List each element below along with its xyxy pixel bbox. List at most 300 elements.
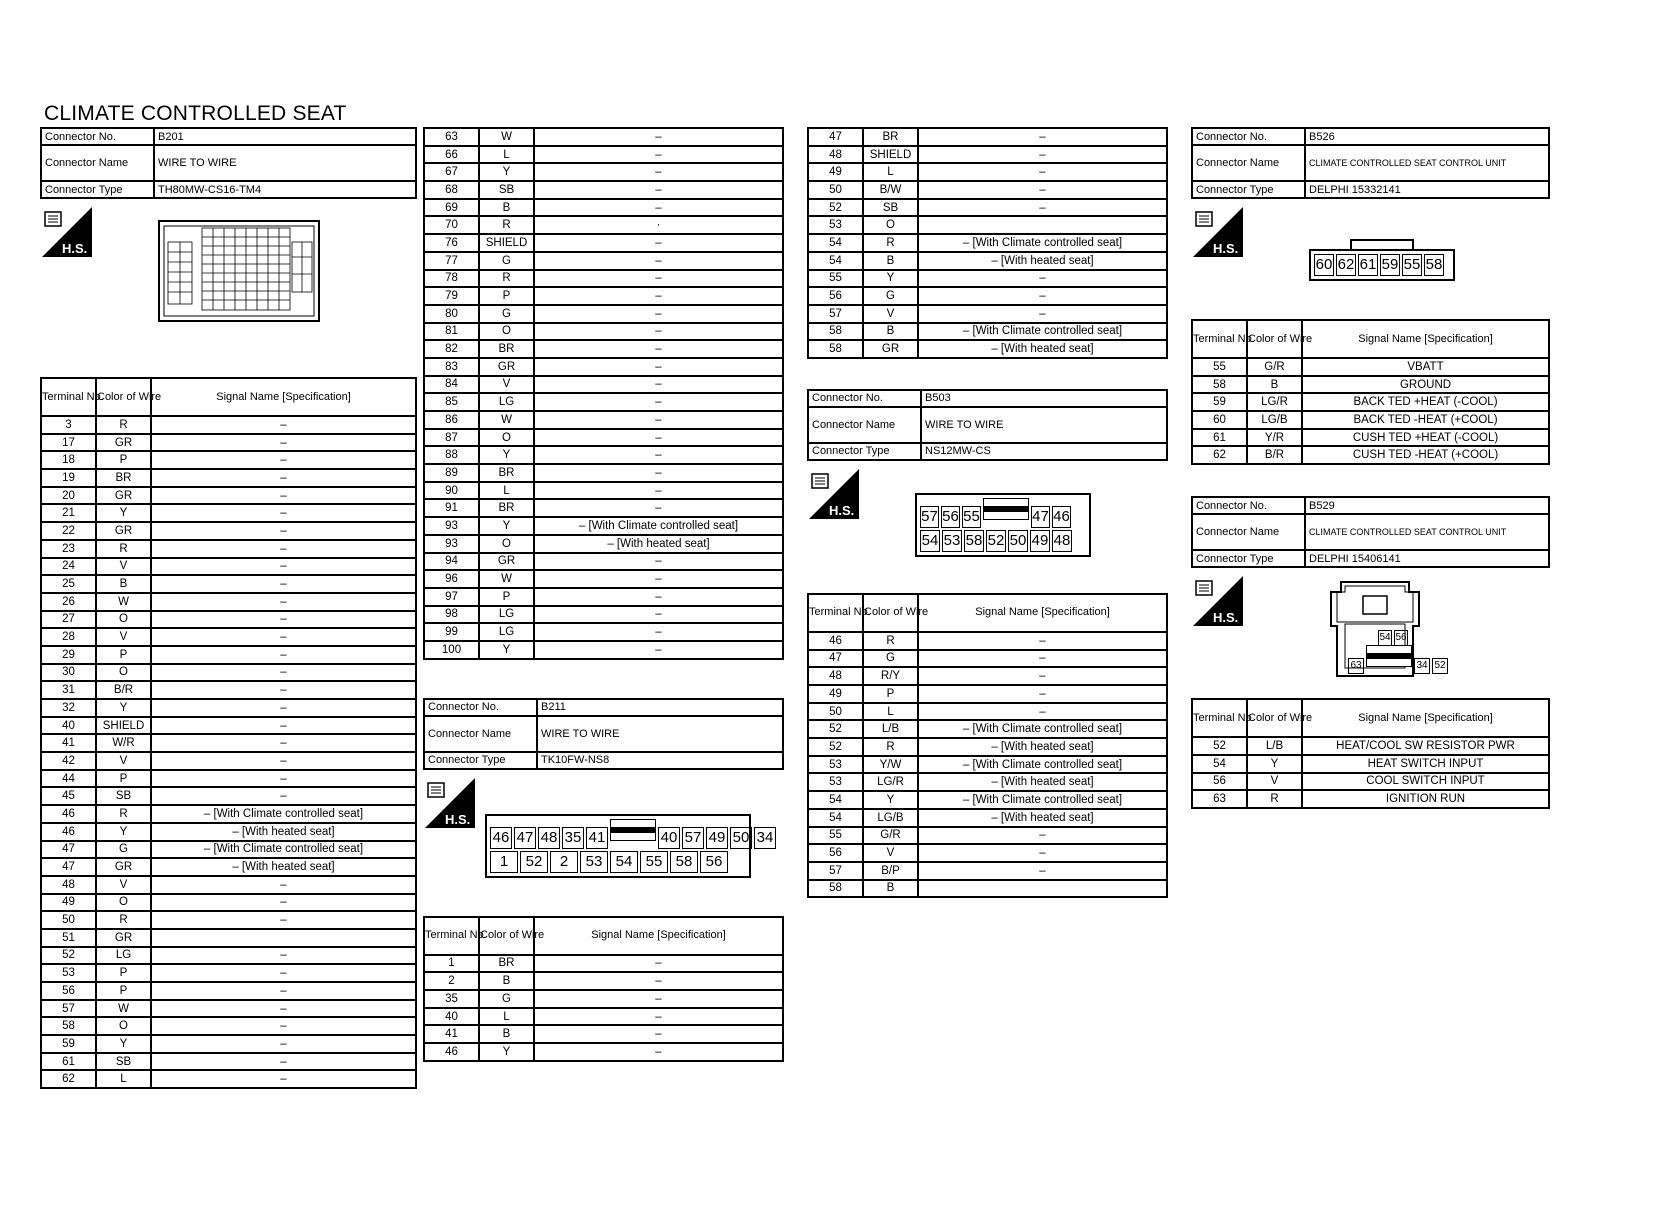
signal-cell: – [534, 163, 783, 181]
connector-no-label: Connector No. [424, 699, 537, 716]
signal-cell: – [534, 446, 783, 464]
table-row [424, 376, 783, 394]
table-row [41, 469, 416, 487]
pin-number: 54 [920, 530, 940, 552]
connector-type-value: NS12MW-CS [921, 443, 1167, 460]
color-cell: G [479, 990, 534, 1008]
b526-connector-info [1191, 127, 1550, 199]
signal-header: Signal Name [Specification] [534, 917, 783, 955]
signal-cell: – [With Climate controlled seat] [151, 841, 416, 859]
signal-cell: BACK TED -HEAT (+COOL) [1302, 411, 1549, 429]
table-row [41, 805, 416, 823]
pin-number: 63 [1348, 658, 1364, 674]
signal-cell: – [151, 504, 416, 522]
signal-cell: – [918, 862, 1167, 880]
connector-type-label: Connector Type [41, 181, 154, 198]
color-cell: GR [96, 858, 151, 876]
terminal-cell: 56 [808, 287, 863, 305]
table-row [41, 628, 416, 646]
table-row [424, 128, 783, 146]
signal-cell: – [534, 464, 783, 482]
signal-cell: – [151, 752, 416, 770]
table-row [808, 791, 1167, 809]
color-cell: Y/R [1247, 429, 1302, 447]
signal-cell: – [151, 664, 416, 682]
terminal-cell: 50 [41, 911, 96, 929]
color-cell: LG [479, 623, 534, 641]
terminal-cell: 66 [424, 146, 479, 164]
color-cell: R [863, 632, 918, 650]
color-cell: SB [479, 181, 534, 199]
color-cell: LG/R [863, 773, 918, 791]
terminal-cell: 23 [41, 540, 96, 558]
table-row [808, 199, 1167, 217]
table-row [424, 1043, 783, 1061]
signal-cell: – [918, 650, 1167, 668]
signal-cell: – [With Climate controlled seat] [918, 791, 1167, 809]
color-cell: L [863, 163, 918, 181]
color-cell: L/B [1247, 737, 1302, 755]
signal-cell: – [151, 982, 416, 1000]
terminal-cell: 3 [41, 416, 96, 434]
signal-cell: CUSH TED +HEAT (-COOL) [1302, 429, 1549, 447]
color-cell: SB [96, 787, 151, 805]
terminal-cell: 58 [41, 1017, 96, 1035]
b211-connector-info [423, 698, 784, 770]
terminal-cell: 63 [1192, 790, 1247, 808]
terminal-cell: 46 [424, 1043, 479, 1061]
connector-lock [1366, 645, 1412, 667]
pin-number: 60 [1314, 254, 1334, 276]
signal-cell: – [534, 181, 783, 199]
connector-lock [983, 498, 1029, 520]
terminal-cell: 56 [808, 844, 863, 862]
color-cell: V [96, 628, 151, 646]
signal-cell: – [534, 252, 783, 270]
signal-cell: – [918, 128, 1167, 146]
terminal-cell: 52 [808, 199, 863, 217]
color-cell: GR [479, 553, 534, 571]
signal-cell: – [534, 955, 783, 973]
b201-pin-table-cont [423, 127, 784, 660]
color-cell: B [863, 252, 918, 270]
table-row [808, 880, 1167, 898]
signal-cell: – [151, 611, 416, 629]
signal-cell: – [151, 451, 416, 469]
signal-cell: – [534, 553, 783, 571]
harness-side-icon [42, 207, 92, 257]
color-cell: B/P [863, 862, 918, 880]
terminal-cell: 26 [41, 593, 96, 611]
signal-cell: · [534, 216, 783, 234]
color-cell: O [96, 611, 151, 629]
terminal-cell: 62 [1192, 446, 1247, 464]
signal-cell: – [151, 787, 416, 805]
b529-pin-table [1191, 698, 1550, 809]
terminal-cell: 85 [424, 393, 479, 411]
signal-cell: – [151, 1035, 416, 1053]
terminal-cell: 46 [41, 805, 96, 823]
color-cell: V [863, 844, 918, 862]
table-row [1192, 376, 1549, 394]
signal-cell: – [151, 734, 416, 752]
table-row [1192, 429, 1549, 447]
terminal-cell: 48 [808, 146, 863, 164]
table-row [41, 699, 416, 717]
terminal-cell: 99 [424, 623, 479, 641]
terminal-cell: 29 [41, 646, 96, 664]
terminal-cell: 22 [41, 522, 96, 540]
signal-cell: – [151, 681, 416, 699]
color-cell: B [96, 575, 151, 593]
terminal-cell: 49 [41, 894, 96, 912]
terminal-cell: 25 [41, 575, 96, 593]
color-cell: Y [479, 517, 534, 535]
color-cell: BR [479, 499, 534, 517]
b201-connector-face-icon [158, 220, 320, 327]
connector-name-label: Connector Name [808, 407, 921, 443]
terminal-cell: 52 [1192, 737, 1247, 755]
signal-cell: – [151, 558, 416, 576]
signal-cell: – [918, 270, 1167, 288]
signal-cell: – [151, 964, 416, 982]
table-row [808, 827, 1167, 845]
color-cell: SB [96, 1053, 151, 1071]
signal-cell: – [534, 990, 783, 1008]
signal-cell: – [151, 1053, 416, 1071]
color-cell: W [96, 593, 151, 611]
table-row [808, 773, 1167, 791]
table-row [41, 982, 416, 1000]
terminal-header: Terminal No. [1192, 699, 1247, 737]
pin-number: 52 [520, 851, 548, 873]
signal-cell: – [534, 340, 783, 358]
pin-number: 34 [754, 827, 776, 849]
connector-name-value: CLIMATE CONTROLLED SEAT CONTROL UNIT [1305, 514, 1549, 550]
color-cell: W [96, 1000, 151, 1018]
hs-label: H.S. [62, 241, 88, 256]
terminal-cell: 59 [1192, 393, 1247, 411]
table-row [808, 720, 1167, 738]
color-cell: R [96, 805, 151, 823]
color-cell: L [863, 703, 918, 721]
pin-number: 57 [920, 506, 939, 528]
terminal-cell: 47 [808, 650, 863, 668]
color-cell: O [479, 429, 534, 447]
pin-number: 56 [1394, 630, 1408, 646]
pin-number: 54 [1378, 630, 1392, 646]
color-cell: R [96, 911, 151, 929]
table-row [424, 323, 783, 341]
table-row [1192, 446, 1549, 464]
terminal-cell: 91 [424, 499, 479, 517]
pin-number: 62 [1336, 254, 1356, 276]
color-cell: R [863, 234, 918, 252]
terminal-cell: 57 [808, 862, 863, 880]
terminal-cell: 89 [424, 464, 479, 482]
color-cell: G [96, 841, 151, 859]
signal-cell [918, 880, 1167, 898]
color-cell: G [479, 252, 534, 270]
pin-number: 56 [700, 851, 728, 873]
terminal-cell: 54 [808, 252, 863, 270]
terminal-cell: 70 [424, 216, 479, 234]
pin-number: 2 [550, 851, 578, 873]
b201-connector-info [40, 127, 417, 199]
terminal-cell: 96 [424, 570, 479, 588]
table-row [41, 911, 416, 929]
connector-name-label: Connector Name [41, 145, 154, 181]
table-row [41, 1035, 416, 1053]
signal-cell: – [With heated seat] [918, 340, 1167, 358]
color-cell: Y [96, 1035, 151, 1053]
color-cell: L [479, 1008, 534, 1026]
signal-cell [151, 929, 416, 947]
terminal-cell: 41 [41, 734, 96, 752]
signal-cell: – [151, 575, 416, 593]
terminal-cell: 88 [424, 446, 479, 464]
terminal-cell: 17 [41, 434, 96, 452]
signal-cell: – [151, 646, 416, 664]
terminal-cell: 42 [41, 752, 96, 770]
table-row [41, 717, 416, 735]
color-cell: BR [479, 955, 534, 973]
table-row [424, 411, 783, 429]
signal-cell: – [With heated seat] [918, 252, 1167, 270]
table-row [41, 575, 416, 593]
signal-cell: – [151, 487, 416, 505]
color-cell: V [96, 752, 151, 770]
signal-cell: HEAT/COOL SW RESISTOR PWR [1302, 737, 1549, 755]
pin-number: 53 [580, 851, 608, 873]
table-row [808, 323, 1167, 341]
terminal-cell: 56 [1192, 773, 1247, 791]
table-row [808, 252, 1167, 270]
terminal-cell: 54 [808, 791, 863, 809]
color-cell: B [1247, 376, 1302, 394]
color-cell: LG/B [1247, 411, 1302, 429]
pin-number: 52 [986, 530, 1006, 552]
color-cell: Y [96, 504, 151, 522]
terminal-cell: 94 [424, 553, 479, 571]
pin-number: 55 [640, 851, 668, 873]
terminal-cell: 47 [41, 858, 96, 876]
b529-connector-info [1191, 496, 1550, 568]
color-cell: O [863, 216, 918, 234]
table-row [808, 650, 1167, 668]
table-row [808, 667, 1167, 685]
terminal-cell: 90 [424, 482, 479, 500]
table-row [1192, 411, 1549, 429]
pin-number: 34 [1414, 658, 1430, 674]
color-cell: B/W [863, 181, 918, 199]
signal-cell: – [534, 570, 783, 588]
table-row [808, 632, 1167, 650]
signal-cell: – [534, 234, 783, 252]
table-row [808, 128, 1167, 146]
table-row [424, 641, 783, 659]
pin-number: 57 [682, 827, 704, 849]
table-row [1192, 393, 1549, 411]
color-cell: G [863, 650, 918, 668]
terminal-cell: 59 [41, 1035, 96, 1053]
table-row [424, 287, 783, 305]
table-row [424, 1008, 783, 1026]
pin-number: 58 [670, 851, 698, 873]
connector-no-label: Connector No. [1192, 128, 1305, 145]
color-cell: P [863, 685, 918, 703]
signal-cell: – [With Climate controlled seat] [151, 805, 416, 823]
pin-number: 47 [514, 827, 536, 849]
connector-type-label: Connector Type [424, 752, 537, 769]
table-row [41, 1017, 416, 1035]
color-cell: GR [863, 340, 918, 358]
signal-cell: – [534, 1043, 783, 1061]
color-header: Color of Wire [96, 378, 151, 416]
color-cell: Y [96, 699, 151, 717]
signal-cell: – [151, 416, 416, 434]
signal-cell: – [918, 181, 1167, 199]
color-cell: W [479, 128, 534, 146]
terminal-cell: 54 [808, 234, 863, 252]
connector-no-value: B211 [537, 699, 783, 716]
b526-connector-face [1309, 239, 1455, 281]
table-row [424, 553, 783, 571]
color-cell: BR [96, 469, 151, 487]
color-cell: W [479, 411, 534, 429]
color-cell: B/R [96, 681, 151, 699]
table-row [424, 570, 783, 588]
terminal-cell: 48 [808, 667, 863, 685]
terminal-cell: 55 [808, 827, 863, 845]
signal-cell: – [151, 699, 416, 717]
pin-number: 49 [1030, 530, 1050, 552]
terminal-cell: 93 [424, 517, 479, 535]
terminal-cell: 54 [1192, 755, 1247, 773]
signal-cell: – [534, 128, 783, 146]
pin-number: 59 [1380, 254, 1400, 276]
pin-number: 55 [962, 506, 981, 528]
color-cell: P [96, 451, 151, 469]
color-cell: GR [479, 358, 534, 376]
terminal-cell: 20 [41, 487, 96, 505]
table-row [424, 955, 783, 973]
table-row [424, 972, 783, 990]
terminal-cell: 53 [808, 773, 863, 791]
table-row [424, 1025, 783, 1043]
signal-cell: – [534, 411, 783, 429]
color-cell: Y [479, 641, 534, 659]
table-row [808, 287, 1167, 305]
color-cell: B [479, 972, 534, 990]
pin-number: 54 [610, 851, 638, 873]
color-cell: BR [863, 128, 918, 146]
color-cell: G/R [863, 827, 918, 845]
terminal-cell: 50 [808, 703, 863, 721]
terminal-cell: 61 [1192, 429, 1247, 447]
color-cell: Y [1247, 755, 1302, 773]
table-row [41, 947, 416, 965]
table-row [808, 270, 1167, 288]
harness-side-icon [1193, 576, 1243, 626]
terminal-cell: 58 [1192, 376, 1247, 394]
terminal-cell: 58 [808, 880, 863, 898]
terminal-cell: 53 [41, 964, 96, 982]
b529-connector-face [1327, 580, 1446, 680]
pin-number: 53 [942, 530, 962, 552]
connector-no-value: B201 [154, 128, 416, 145]
terminal-cell: 49 [808, 685, 863, 703]
signal-cell: – [With heated seat] [534, 535, 783, 553]
terminal-cell: 19 [41, 469, 96, 487]
terminal-cell: 69 [424, 199, 479, 217]
signal-cell: – [534, 358, 783, 376]
terminal-cell: 54 [808, 809, 863, 827]
terminal-cell: 98 [424, 606, 479, 624]
pin-number: 49 [706, 827, 728, 849]
signal-cell: – [With heated seat] [151, 858, 416, 876]
signal-cell: – [918, 703, 1167, 721]
terminal-header: Terminal No. [41, 378, 96, 416]
terminal-cell: 51 [41, 929, 96, 947]
signal-cell: – [151, 540, 416, 558]
b503-pin-table [807, 593, 1168, 898]
connector-type-label: Connector Type [1192, 550, 1305, 567]
table-row [424, 358, 783, 376]
b211-connector-face [485, 814, 774, 878]
signal-cell: – [918, 305, 1167, 323]
terminal-cell: 40 [424, 1008, 479, 1026]
pin-number: 46 [1052, 506, 1071, 528]
table-row [808, 163, 1167, 181]
signal-cell: – [534, 287, 783, 305]
harness-side-icon [1193, 207, 1243, 257]
signal-cell: – [534, 199, 783, 217]
table-row [424, 464, 783, 482]
table-row [808, 756, 1167, 774]
connector-type-value: TH80MW-CS16-TM4 [154, 181, 416, 198]
table-row [41, 416, 416, 434]
table-row [41, 522, 416, 540]
column-b503 [807, 127, 1168, 898]
signal-cell: – [534, 641, 783, 659]
color-cell: W/R [96, 734, 151, 752]
terminal-cell: 49 [808, 163, 863, 181]
color-cell: V [96, 876, 151, 894]
table-row [424, 234, 783, 252]
color-cell: Y [96, 823, 151, 841]
connector-no-value: B503 [921, 390, 1167, 407]
signal-cell: – [918, 199, 1167, 217]
signal-cell: – [534, 1025, 783, 1043]
terminal-cell: 76 [424, 234, 479, 252]
table-row [424, 588, 783, 606]
terminal-cell: 80 [424, 305, 479, 323]
table-row [424, 270, 783, 288]
signal-cell: – [534, 270, 783, 288]
terminal-cell: 87 [424, 429, 479, 447]
table-row [424, 305, 783, 323]
connector-type-label: Connector Type [808, 443, 921, 460]
terminal-cell: 63 [424, 128, 479, 146]
color-cell: O [479, 535, 534, 553]
terminal-header: Terminal No. [1192, 320, 1247, 358]
connector-name-value: WIRE TO WIRE [537, 716, 783, 752]
color-cell: P [479, 287, 534, 305]
terminal-cell: 55 [808, 270, 863, 288]
connector-lock [610, 819, 656, 841]
terminal-cell: 100 [424, 641, 479, 659]
